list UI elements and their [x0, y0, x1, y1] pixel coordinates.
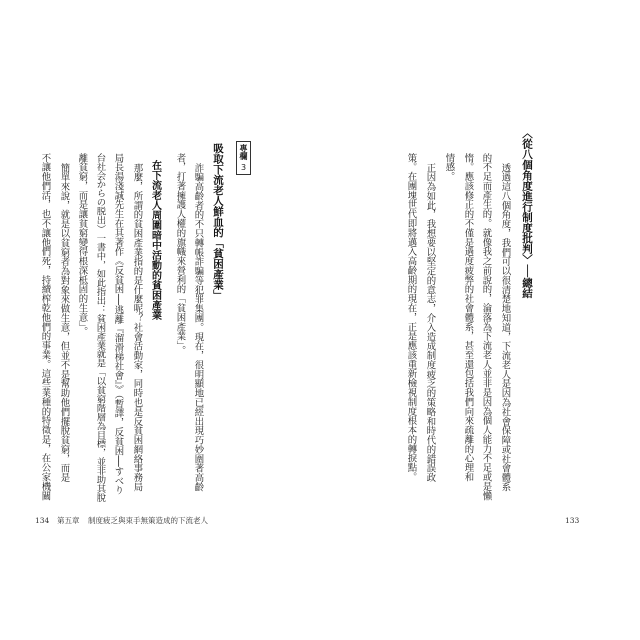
text-column: 台社会からの脱出）一書中，如此指出：貧困產業就是「以貧窮階層為目標，並非助其脫 [94, 153, 106, 503]
running-head-title: 制度疲乏與束手無策造成的下流老人 [88, 516, 208, 525]
column-label: 專欄 [239, 144, 248, 160]
section-title: 〈從八個角度進行制度批判〉──總結 [521, 128, 533, 299]
text-column: 不讓他們活，也不讓他們死，持續榨乾他們的事業。這些業種的特徵是，在公家機關 [39, 153, 51, 501]
right-page-number: 133 [565, 516, 580, 525]
text-column: 的不足而產生的。就像我之前說的，淪落為下流老人並非是因為個人能力不足或是懶 [480, 153, 492, 501]
text-column: 局長湯淺誠先生在其著作《反貧困──逃離『溜滑梯社會』》（暫譯，反貧困──すべり [112, 153, 124, 495]
text-column: 者，打著擁護人權的旗幟來營利的「貧困產業」。 [174, 153, 186, 355]
text-column: 透過這八個角度，我們可以很清楚地知道，下流老人是因為社會保障或社會體系 [499, 163, 511, 492]
left-page-number: 134 [35, 516, 50, 525]
column-label-box [236, 141, 251, 175]
text-column: 情感。 [443, 153, 455, 182]
text-column: 簡單來說，就是以貧窮者為對象來做生意，但並不是幫助他們擺脫貧窮，而是 [58, 163, 70, 483]
text-column: 離貧窮，而是讓貧窮變得根深柢固的生意」。 [76, 153, 88, 337]
text-column: 惰。應該修正的不僅是過度疲弊的社會體系，甚至還包括我們向來疏離的心理和 [462, 153, 474, 482]
text-column: 那麼，所謂的貧困產業指的是什麼呢？社會活動家，同時也是反貧困網絡事務局 [131, 163, 143, 492]
text-column: 策。在團塊世代即將邁入高齡期的現在，正是應該重新檢視制度根本的轉捩點。 [405, 153, 417, 482]
column-title: 吸取下流老人鮮血的「貧困產業」 [212, 143, 224, 301]
text-column: 詐騙高齡者的不只轉帳詐騙等犯罪集團。現在，很明顯地已經出現巧妙圍著高齡 [192, 163, 204, 492]
running-head-chapter: 第五章 [57, 516, 80, 525]
column-number: 3 [239, 163, 248, 172]
subheading: 在下流老人周圍暗中活動的貧困產業 [149, 160, 161, 320]
text-column: 正因為如此，我想要以堅定的意志，介入造成制度疲乏的策略和時代的錯誤政 [424, 163, 436, 483]
